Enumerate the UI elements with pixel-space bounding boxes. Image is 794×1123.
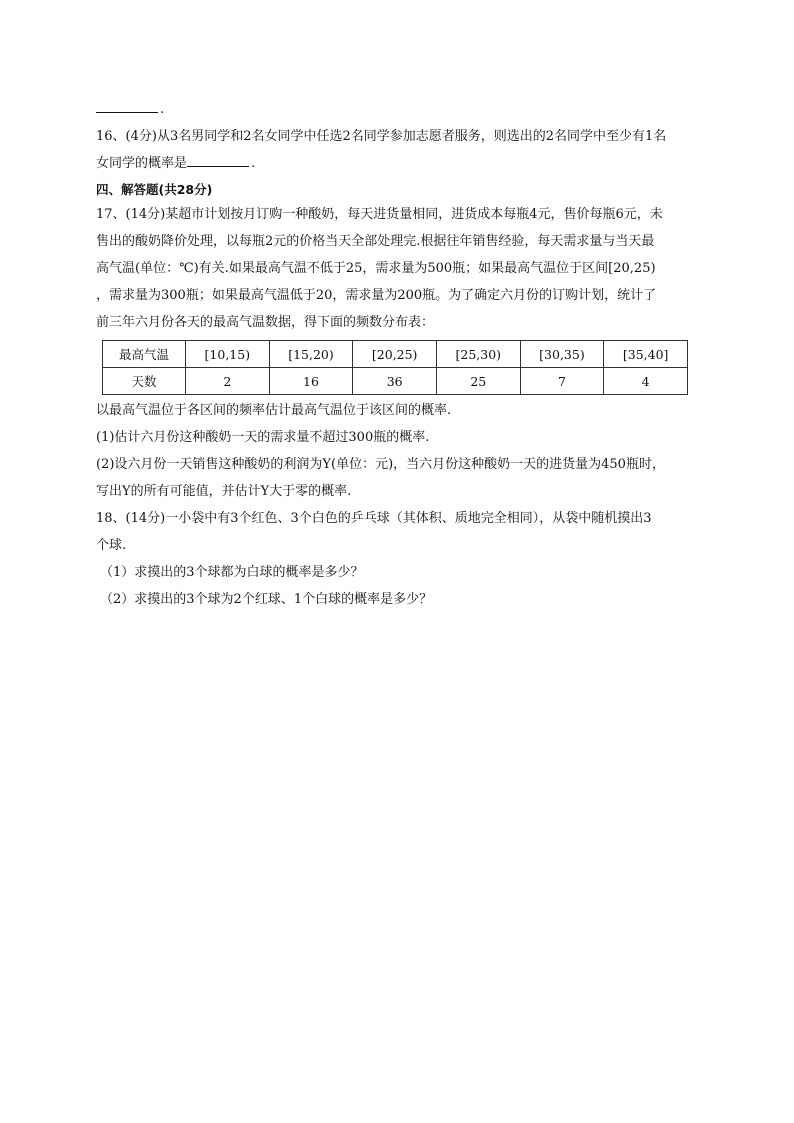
q17-part-2-line-2: 写出Y的所有可能值，并估计Y大于零的概率.: [96, 484, 352, 499]
q17-part-1: (1)估计六月份这种酸奶一天的需求量不超过300瓶的概率.: [96, 430, 430, 445]
table-cell: 16: [269, 368, 353, 395]
frequency-table: [102, 340, 688, 395]
answer-line-fragment: [96, 96, 696, 123]
document-page: [96, 96, 696, 613]
q18-line-1: 18、(14分)一小袋中有3个红色、3个白色的乒乓球（其体积、质地完全相同），从袋中随机摸出3: [96, 511, 652, 526]
question-17: [96, 201, 696, 505]
table-cell: 4: [604, 368, 688, 395]
q17-line-3: 高气温(单位：℃)有关.如果最高气温不低于25，需求量为500瓶；如果最高气温位于区间[20,25): [96, 261, 656, 276]
table-cell: 2: [186, 368, 270, 395]
q18-part-1: （1）求摸出的3个球都为白球的概率是多少？: [100, 565, 364, 580]
table-cell: 25: [436, 368, 520, 395]
question-16: [96, 123, 696, 177]
table-row: [103, 341, 688, 368]
q17-line-5: 前三年六月份各天的最高气温数据，得下面的频数分布表：: [96, 315, 435, 330]
table-cell: [10,15): [186, 341, 270, 368]
section-heading: 四、解答题(共28分): [96, 182, 213, 197]
table-cell: 7: [520, 368, 604, 395]
table-cell: [15,20): [269, 341, 353, 368]
q16-line-1: 16、(4分)从3名男同学和2名女同学中任选2名同学参加志愿者服务，则选出的2名同学中至少有1名: [96, 129, 667, 144]
table-cell: [25,30): [436, 341, 520, 368]
q16-line-2: [96, 150, 696, 177]
fragment-period: .: [160, 102, 165, 117]
table-cell: [35,40]: [604, 341, 688, 368]
q18-part-2: （2）求摸出的3个球为2个红球、1个白球的概率是多少？: [100, 592, 433, 607]
q16-prefix: 女同学的概率是: [96, 156, 188, 171]
q17-part-2-line-1: (2)设六月份一天销售这种酸奶的利润为Y(单位：元)，当六月份这种酸奶一天的进货量为450瓶时，: [96, 457, 665, 472]
table-cell: [30,35): [520, 341, 604, 368]
table-cell: 36: [353, 368, 437, 395]
q16-answer-blank: [187, 152, 249, 167]
q17-line-1: 17、(14分)某超市计划按月订购一种酸奶，每天进货量相同，进货成本每瓶4元，售价每瓶6元，未: [96, 207, 663, 222]
q17-line-2: 售出的酸奶降价处理，以每瓶2元的价格当天全部处理完.根据往年销售经验，每天需求量与当天最: [96, 234, 655, 249]
table-header-temperature: 最高气温: [103, 341, 186, 368]
table-cell: [20,25): [353, 341, 437, 368]
table-row: [103, 368, 688, 395]
q17-after-table: 以最高气温位于各区间的频率估计最高气温位于该区间的概率.: [96, 403, 452, 418]
question-18: [96, 505, 696, 613]
table-header-days: 天数: [103, 368, 186, 395]
answer-blank: [96, 98, 158, 113]
q18-line-2: 个球.: [96, 538, 127, 553]
q17-line-4: ，需求量为300瓶；如果最高气温低于20，需求量为200瓶。为了确定六月份的订购计划，统计了: [96, 288, 657, 303]
q16-suffix: .: [251, 156, 256, 171]
